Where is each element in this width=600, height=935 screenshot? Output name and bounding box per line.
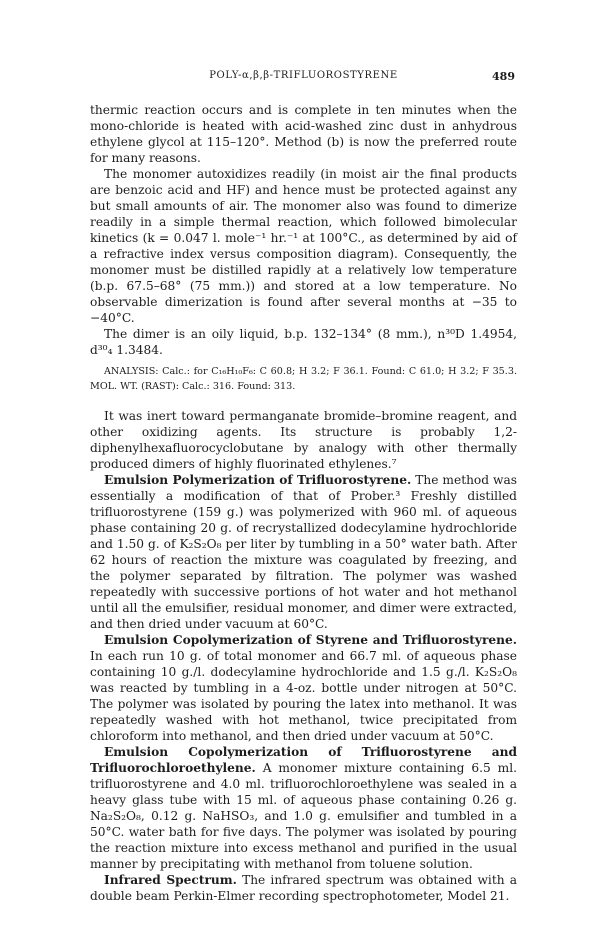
section-text-copolymerization-styrene: In each run 10 g. of total monomer and 66.7 ml. of aqueous phase containing 10 g./l. dodecylamine hydrochloride and 1.5 g./l. K₂S₂O₈ was reacted by tumbling in a 4-oz. bottle under nitrogen at 50°C. The polymer was isolated by pouring the latex into methanol. It was repeatedly washed with hot methanol, twice precipitated from chloroform into methanol, and then dried under vacuum at 50°C. (90, 649, 517, 743)
paragraph-continuation: thermic reaction occurs and is complete in ten minutes when the mono-chloride is heated with acid-washed zinc dust in anhydrous ethylene glycol at 115–120°. Method (b) is now the preferred route for many reasons. (90, 103, 517, 165)
paragraph-dimer-structure: It was inert toward permanganate bromide–bromine reagent, and other oxidizing agents. Its structure is probably 1,2-diphenylhexafluorocyclobutane by analogy with other thermally produced dimers of highly fluorinated ethylenes.⁷ (90, 409, 517, 471)
section-heading-copolymerization-trifluorochloroethylene: Emulsion Copolymerization of Trifluorostyrene and Trifluorochloroethylene. (90, 745, 517, 775)
section-text-copolymerization-trifluorochloroethylene: A monomer mixture containing 6.5 ml. trifluorostyrene and 4.0 ml. trifluorochloroethylene was sealed in a heavy glass tube with 15 ml. of aqueous phase containing 0.26 g. Na₂S₂O₈, 0.12 g. NaHSO₃, and 1.0 g. emulsifier and tumbled in a 50°C. water bath for five days. The polymer was isolated by pouring the reaction mixture into excess methanol and purified in the usual manner by precipitating with methanol from toluene solution. (90, 761, 517, 871)
paragraph-monomer-autoxidation: The monomer autoxidizes readily (in moist air the final products are benzoic acid and HF) and hence must be protected against any but small amounts of air. The monomer also was found to dimerize readily in a simple thermal reaction, which followed bimolecular kinetics (k = 0.047 l. mole⁻¹ hr.⁻¹ at 100°C., as determined by aid of a refractive index versus composition diagram). Consequently, the monomer must be distilled rapidly at a relatively low temperature (b.p. 67.5–68° (75 mm.)) and stored at a low temperature. No observable dimerization is found after several months at −35 to −40°C. (90, 167, 517, 325)
section-text-emulsion-polymerization: The method was essentially a modification of that of Prober.³ Freshly distilled trifluorostyrene (159 g.) was polymerized with 960 ml. of aqueous phase containing 20 g. of recrystallized dodecylamine hydrochloride and 1.50 g. of K₂S₂O₈ per liter by tumbling in a 50° water bath. After 62 hours of reaction the mixture was coagulated by freezing, and the polymer separated by filtration. The polymer was washed repeatedly with successive portions of hot water and hot methanol until all the emulsifier, residual monomer, and dimer were extracted, and then dried under vacuum at 60°C. (90, 473, 518, 631)
paragraph-infrared-spectrum (90, 872, 517, 904)
section-heading-infrared-spectrum: Infrared Spectrum. (104, 873, 237, 887)
paragraph-copolymerization-styrene (90, 632, 517, 744)
running-header (90, 70, 517, 86)
running-title: POLY-α,β,β-TRIFLUOROSTYRENE (209, 70, 398, 81)
section-heading-emulsion-polymerization: Emulsion Polymerization of Trifluorostyrene. (104, 473, 412, 487)
elemental-analysis: ANALYSIS: Calc.: for C₁₆H₁₀F₆: C 60.8; H 3.2; F 36.1. Found: C 61.0; H 3.2; F 35.3. MOL. WT. (RAST): Calc.: 316. Found: 313. (90, 366, 517, 392)
paragraph-copolymerization-trifluorochloroethylene (90, 744, 517, 872)
page-number: 489 (492, 70, 515, 83)
body-text (90, 102, 517, 904)
paragraph-dimer-properties: The dimer is an oily liquid, b.p. 132–134° (8 mm.), n³⁰D 1.4954, d³⁰₄ 1.3484. (90, 327, 517, 357)
section-heading-copolymerization-styrene: Emulsion Copolymerization of Styrene and Trifluorostyrene. (104, 633, 517, 647)
paragraph-emulsion-polymerization (90, 472, 517, 632)
section-text-infrared-spectrum: The infrared spectrum was obtained with a double beam Perkin-Elmer recording spectrophotometer, Model 21. (90, 873, 517, 903)
